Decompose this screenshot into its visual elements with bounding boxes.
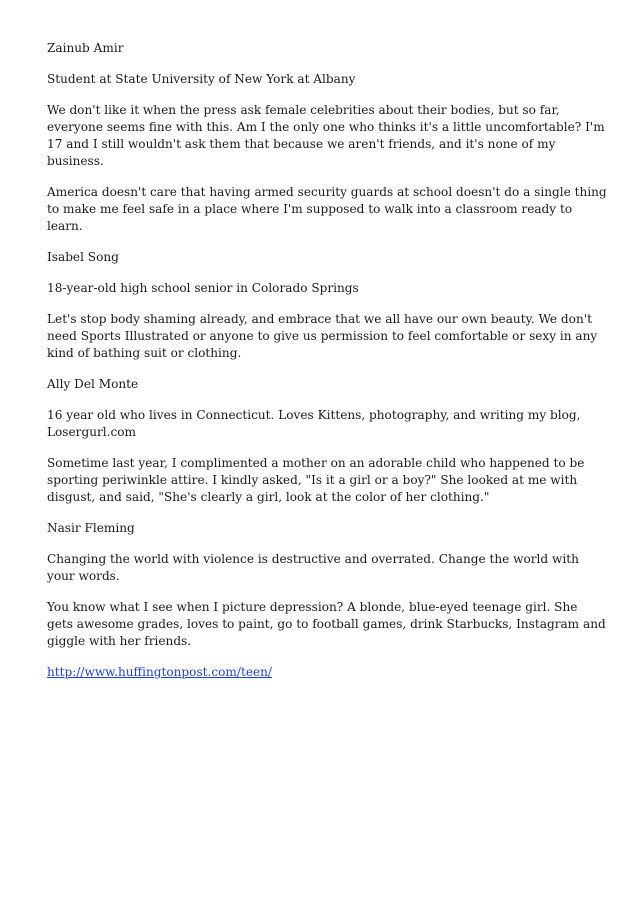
author-bio: 18-year-old high school senior in Colorado Springs (47, 281, 359, 295)
source-link-paragraph (47, 664, 607, 681)
author-bio: 16 year old who lives in Connecticut. Loves Kittens, photography, and writing my blog, Losergurl.com (47, 408, 581, 439)
source-link[interactable]: http://www.huffingtonpost.com/teen/ (47, 665, 273, 679)
author-name: Nasir Fleming (47, 521, 135, 535)
quote-paragraph: You know what I see when I picture depression? A blonde, blue-eyed teenage girl. She gets awesome grades, loves to paint, go to football games, drink Starbucks, Instagram and giggle with her friends. (47, 600, 606, 648)
quote-paragraph: America doesn't care that having armed security guards at school doesn't do a single thing to make me feel safe in a place where I'm supposed to walk into a classroom ready to learn. (47, 185, 607, 233)
author-name: Isabel Song (47, 250, 119, 264)
author-name: Ally Del Monte (47, 377, 139, 391)
quote-paragraph: We don't like it when the press ask female celebrities about their bodies, but so far, everyone seems fine with this. Am I the only one who thinks it's a little uncomfortable? I'm 17 and I still wouldn't ask them that because we aren't friends, and it's none of my business. (47, 103, 605, 168)
document-page (47, 40, 607, 695)
author-name: Zainub Amir (47, 41, 124, 55)
quote-paragraph: Let's stop body shaming already, and embrace that we all have our own beauty. We don't need Sports Illustrated or anyone to give us permission to feel comfortable or sexy in any kind of bathing suit or clothing. (47, 312, 598, 360)
quote-paragraph: Changing the world with violence is destructive and overrated. Change the world with your words. (47, 552, 579, 583)
quote-paragraph: Sometime last year, I complimented a mother on an adorable child who happened to be sporting periwinkle attire. I kindly asked, "Is it a girl or a boy?" She looked at me with disgust, and said, "She's clearly a girl, look at the color of her clothing." (47, 456, 585, 504)
author-bio: Student at State University of New York at Albany (47, 72, 356, 86)
